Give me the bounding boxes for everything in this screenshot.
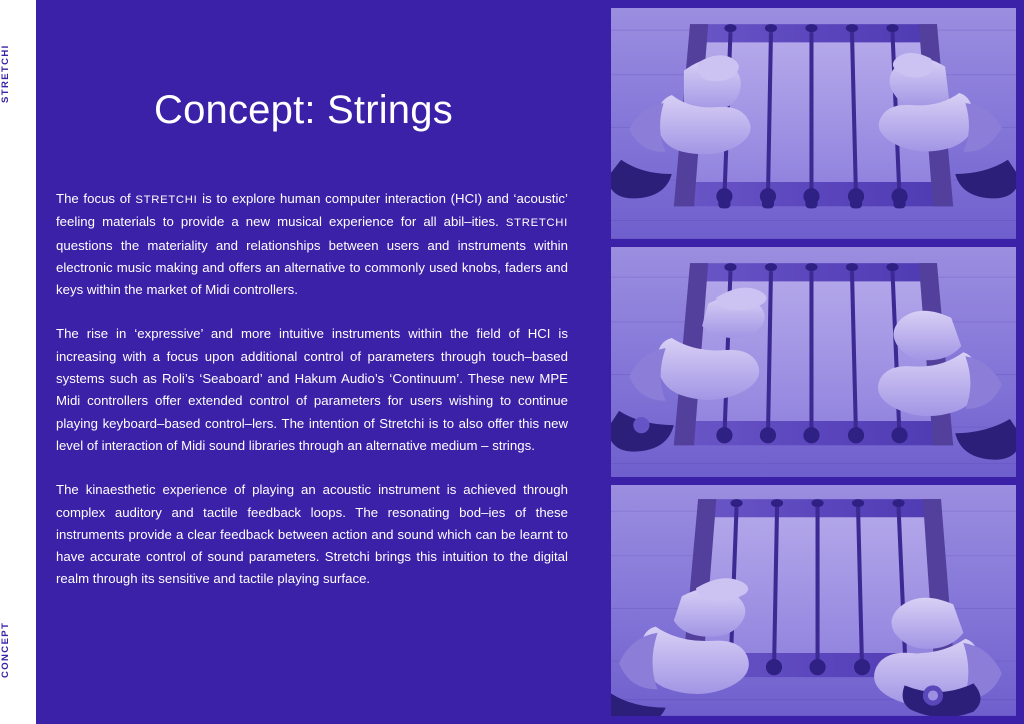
paragraph-1: [56, 188, 568, 301]
body-copy: [56, 188, 568, 591]
page-title: Concept: Strings: [154, 88, 453, 132]
p1-smallcaps-2: STRETCHI: [505, 217, 568, 230]
p1-run-2: is to explore human computer interaction (HCI) and ‘acoustic’ feeling materials to provide a new musical experience for all abil–ities.: [56, 191, 568, 230]
photo-2: [611, 247, 1016, 478]
photo-1: [611, 8, 1016, 239]
p1-run-1: The focus of: [56, 191, 136, 206]
image-column: [611, 0, 1024, 724]
side-label-bottom: CONCEPT: [0, 621, 11, 679]
p1-smallcaps-1: STRETCHI: [135, 194, 198, 206]
side-label-top: STRETCHI: [0, 44, 11, 104]
paragraph-2: [56, 323, 568, 457]
p3-run-1: The kinaesthetic experience of playing an acoustic instrument is achieved through complex auditory and tactile feedback loops. The resonating bod–ies of these instruments provide a clear feedback between action and sound which can be learnt to have accurate control of sound parameters. Stretchi brings this intuition to the digital realm through its sensitive and tactile playing surface.: [56, 482, 568, 587]
p2-run-1: The rise in ‘expressive’ and more intuitive instruments within the field of HCI is increasing with a focus upon additional control of parameters through touch–based systems such as Roli’s ‘Seaboard’ and Hakum Audio’s ‘Continuum’. These new MPE Midi controllers offer extended control of parameters for users wishing to continue playing keyboard–based control–lers. The intention of Stretchi is to also offer this new level of interaction of Midi sound libraries through an alternative medium – strings.: [56, 326, 568, 453]
paragraph-3: [56, 479, 568, 590]
p1-run-3: questions the materiality and relationships between users and instruments within electronic music making and offers an alternative to commonly used knobs, faders and keys within the market of Midi controllers.: [56, 237, 568, 298]
left-margin-strip: [0, 0, 36, 724]
photo-3: [611, 485, 1016, 716]
text-column: [36, 0, 611, 724]
